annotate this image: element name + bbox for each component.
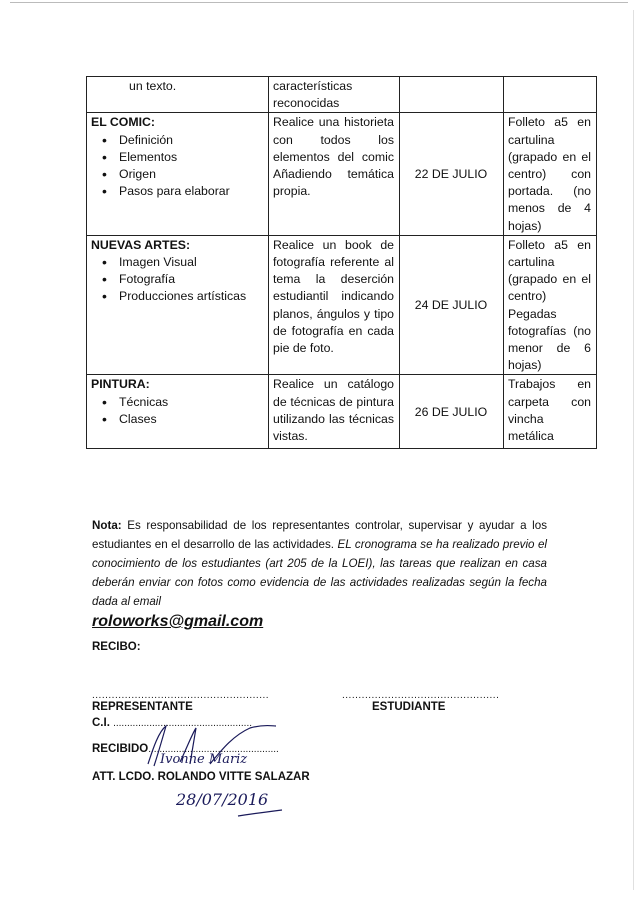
cell-date xyxy=(400,235,504,375)
activity-text: Realice una historieta con todos los elementos del comic Añadiendo temática propia. xyxy=(273,115,394,199)
date-text: 22 DE JULIO xyxy=(414,167,488,182)
list-item: • Elementos xyxy=(119,149,263,166)
topic-header: EL COMIC: xyxy=(91,115,155,130)
activity-text: Realice un book de fotografía referente al tema la deserción estudiantil indicando planos, ángulos y tipo de fotografía en cada pie de foto. xyxy=(273,237,394,356)
topic-header: PINTURA: xyxy=(91,377,150,392)
cell-activity xyxy=(269,375,400,449)
estudiante-label: ESTUDIANTE xyxy=(372,701,446,713)
activities-table xyxy=(86,76,597,449)
product-text: Folleto a5 en cartulina (grapado en el centro) Pegadas fotografías (no menor de 6 hojas) xyxy=(508,237,591,373)
table-row xyxy=(87,235,597,375)
page-top-rule xyxy=(10,2,628,3)
product-text: Folleto a5 en cartulina (grapado en el centro) con portada. (no menos de 4 hojas) xyxy=(508,115,591,233)
cell-topic xyxy=(87,235,269,375)
cell-date xyxy=(400,375,504,449)
recibo-label: RECIBO: xyxy=(92,641,141,653)
date-text: 26 DE JULIO xyxy=(414,404,488,419)
date-text: 24 DE JULIO xyxy=(414,298,488,313)
activity-text: Realice un catálogo de técnicas de pintura utilizando las técnicas vistas. xyxy=(273,377,394,444)
representante-label: REPRESENTANTE xyxy=(92,701,193,713)
cell-date xyxy=(400,77,504,113)
cell-date xyxy=(400,113,504,235)
recibido-label: RECIBIDO xyxy=(92,743,149,755)
ci-dots: .................................................. xyxy=(113,718,253,729)
signature-line-right: ................................................ xyxy=(342,690,500,701)
cell-topic xyxy=(87,113,269,235)
page-right-edge xyxy=(633,10,634,890)
cell-product xyxy=(504,235,597,375)
list-item: • Técnicas xyxy=(119,394,263,411)
table-row xyxy=(87,77,597,113)
note-label: Nota: xyxy=(92,519,122,532)
list-item: • Pasos para elaborar xyxy=(119,183,263,200)
note-italic-text: EL cronograma se ha realizado previo el conocimiento de los estudiantes (art 205 de la LOEI), las tareas que realizan en casa deberán enviar con fotos como evidencia de las actividades realizadas según la fecha dada al email xyxy=(92,538,547,608)
product-text: Trabajos en carpeta con vincha metálica xyxy=(508,377,591,444)
list-item: • Origen xyxy=(119,166,263,183)
list-item: • Clases xyxy=(119,411,263,428)
list-item: • Definición xyxy=(119,132,263,149)
cell-product xyxy=(504,113,597,235)
cell-activity xyxy=(269,235,400,375)
date-underline xyxy=(236,808,286,820)
email-link[interactable]: roloworks@gmail.com xyxy=(92,613,264,630)
table-row xyxy=(87,375,597,449)
cell-product xyxy=(504,375,597,449)
list-item: • Fotografía xyxy=(119,271,263,288)
topic-list xyxy=(91,394,263,428)
handwritten-date: 28/07/2016 xyxy=(176,790,269,809)
att-label: ATT. LCDO. ROLANDO VITTE SALAZAR xyxy=(92,771,310,783)
cell-product xyxy=(504,77,597,113)
cell-topic xyxy=(87,375,269,449)
note-text: Es responsabilidad de los representantes controlar, supervisar y ayudar a los estudiantes en el desarrollo de las actividades. xyxy=(92,519,547,551)
note-paragraph xyxy=(92,516,547,633)
topic-list xyxy=(91,254,263,306)
topic-list xyxy=(91,132,263,201)
table-row xyxy=(87,113,597,235)
cell-activity xyxy=(269,77,400,113)
signature-line-left: ...................................................... xyxy=(92,690,270,701)
activity-text: características reconocidas xyxy=(273,79,353,111)
topic-text: un texto. xyxy=(129,79,177,93)
list-item: • Producciones artísticas xyxy=(119,288,263,305)
handwritten-name: Ivonne Mariz xyxy=(160,752,248,767)
topic-header: NUEVAS ARTES: xyxy=(91,237,191,252)
list-item: • Imagen Visual xyxy=(119,254,263,271)
ci-label: C.I. xyxy=(92,717,110,729)
cell-activity xyxy=(269,113,400,235)
cell-topic xyxy=(87,77,269,113)
recibido-dots: ............................................... xyxy=(148,744,279,755)
